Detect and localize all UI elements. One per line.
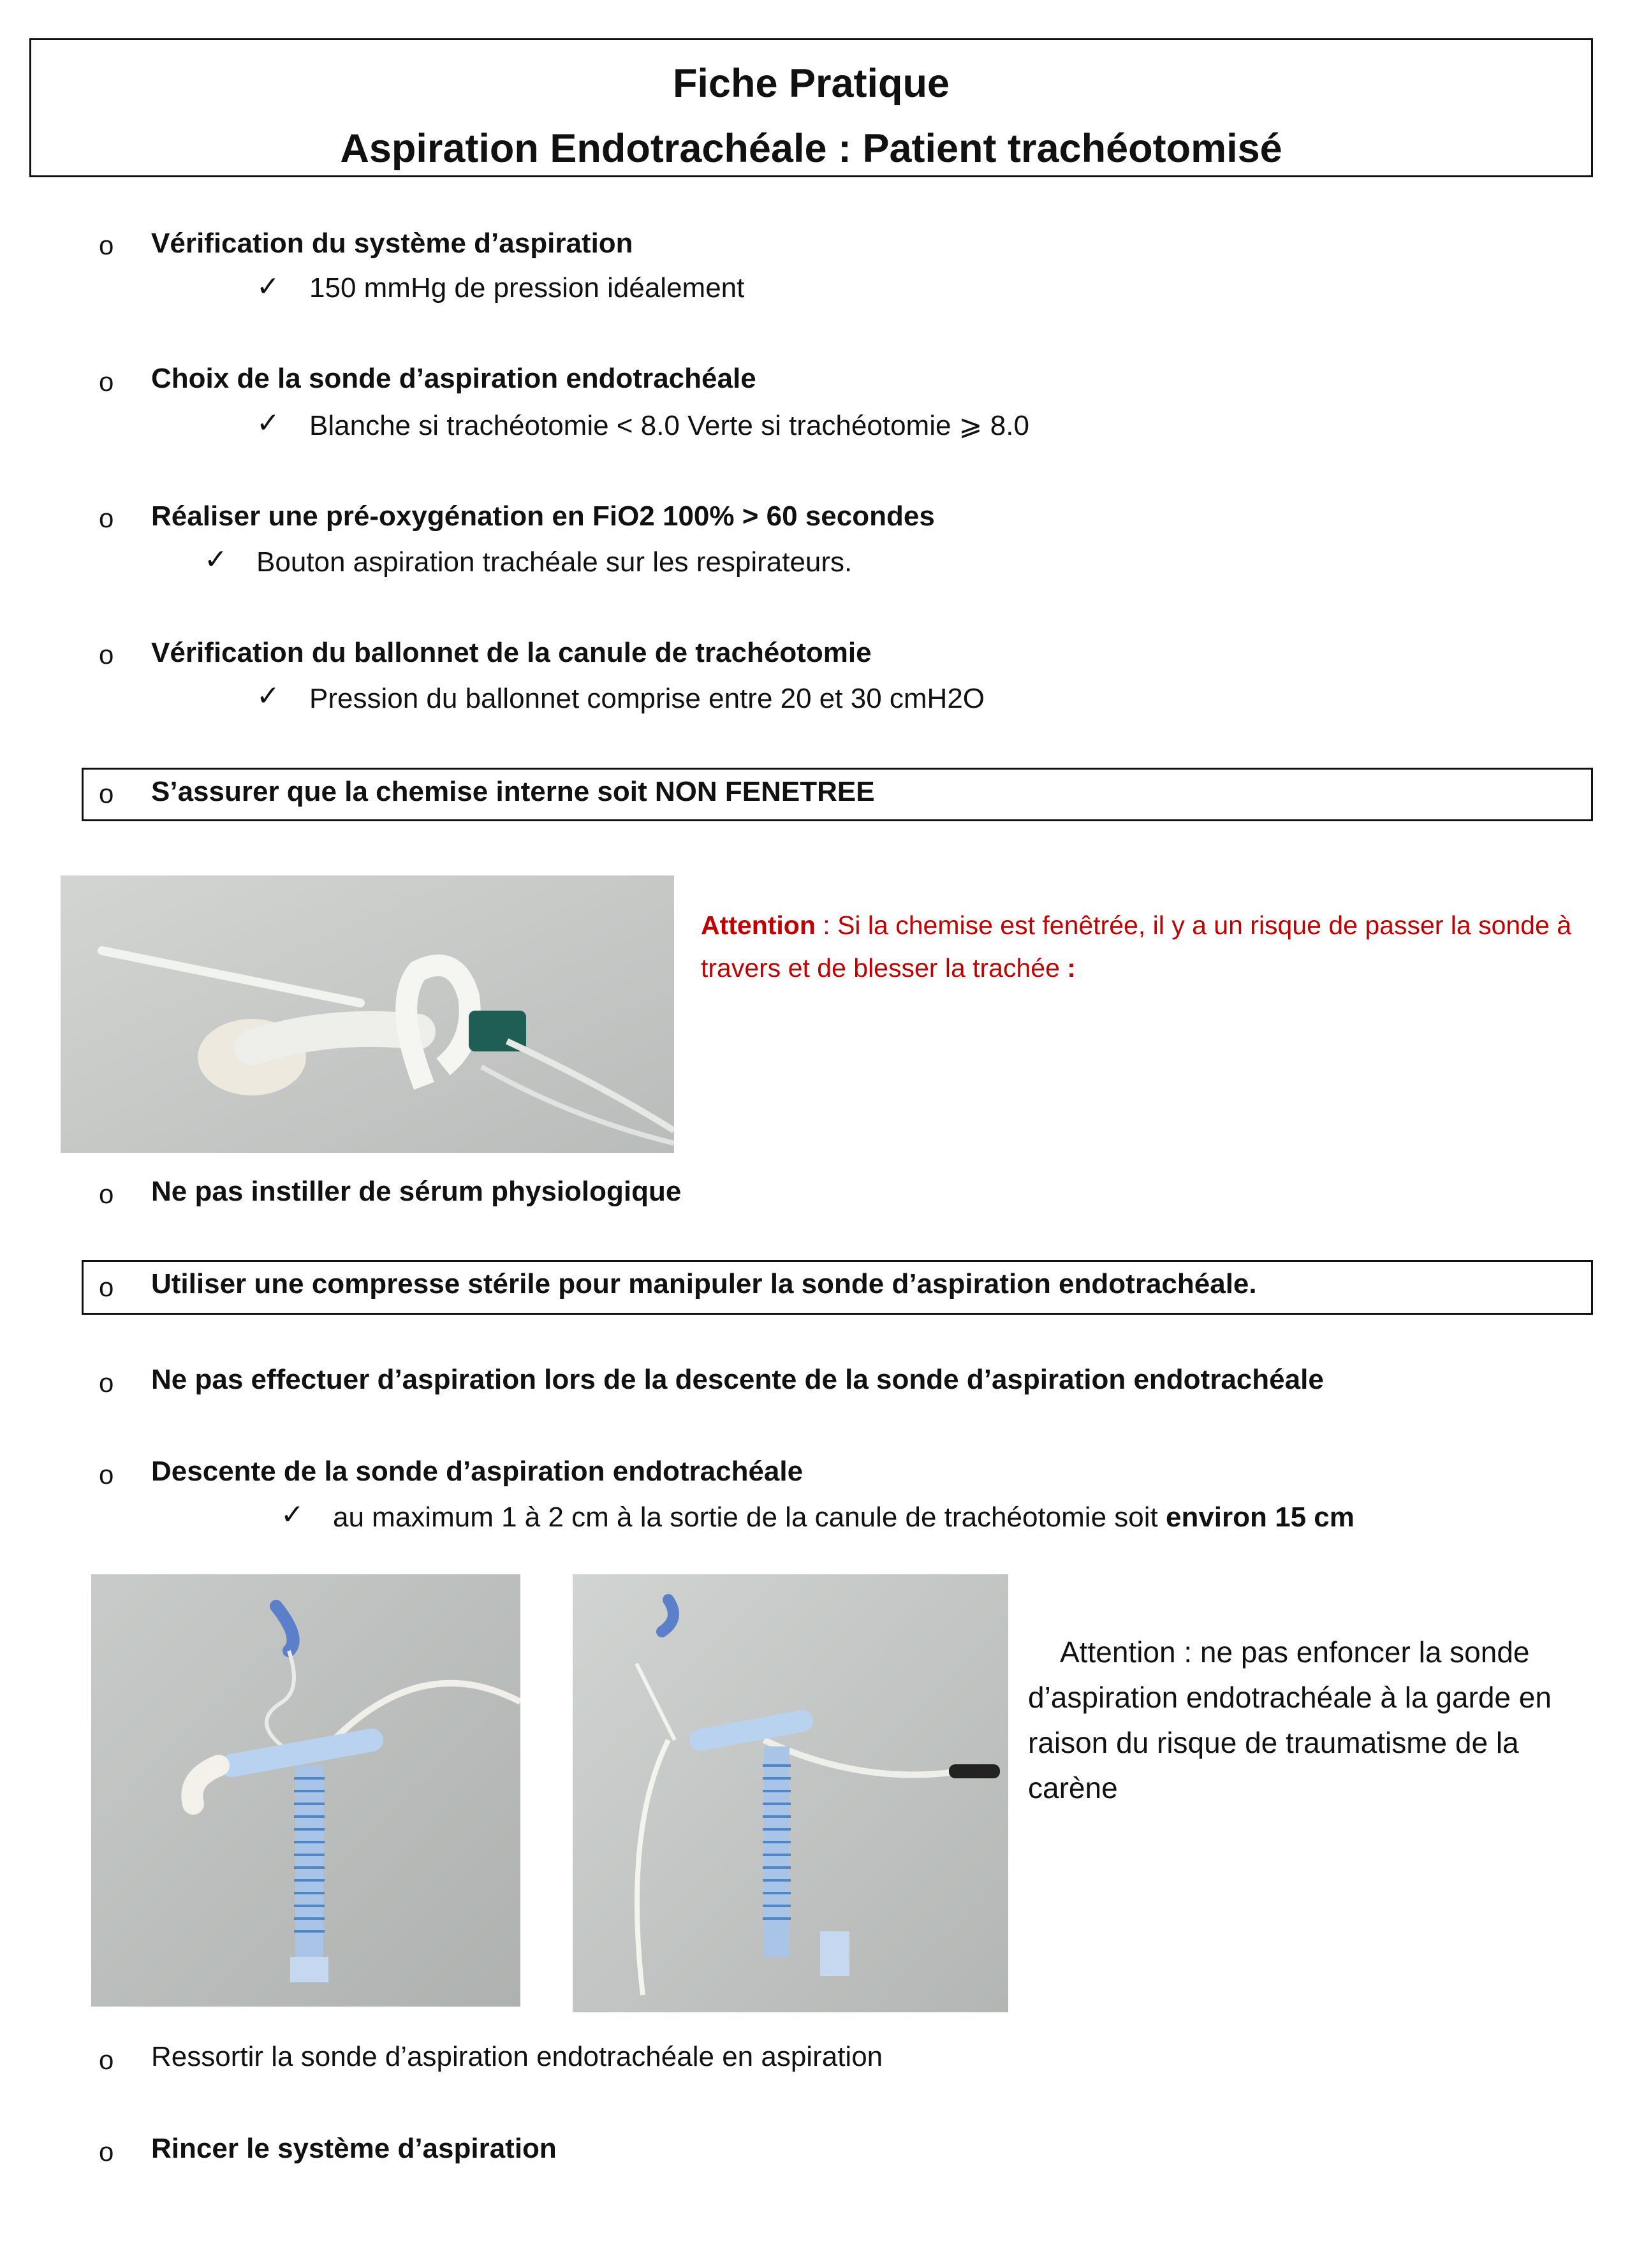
step-ne-pas-aspirer-descente: Ne pas effectuer d’aspiration lors de la descente de la sonde d’aspiration endotrachéale bbox=[151, 1364, 1324, 1395]
document-title: Fiche Pratique bbox=[672, 61, 950, 106]
bullet-marker: o bbox=[99, 367, 114, 397]
step-ressortir-sonde: Ressortir la sonde d’aspiration endotrachéale en aspiration bbox=[151, 2041, 883, 2072]
step-choix-sonde: Choix de la sonde d’aspiration endotrachéale bbox=[151, 363, 756, 394]
step-verification-ballonnet: Vérification du ballonnet de la canule de trachéotomie bbox=[151, 637, 872, 668]
catheter-illustration-2 bbox=[573, 1574, 1008, 2012]
warning-label: Attention bbox=[701, 911, 816, 940]
bullet-marker: o bbox=[99, 1179, 114, 1209]
title-box bbox=[29, 38, 1593, 177]
step-detail: Bouton aspiration trachéale sur les respirateurs. bbox=[256, 546, 853, 578]
step-pre-oxygenation: Réaliser une pré-oxygénation en FiO2 100% > 60 secondes bbox=[151, 501, 935, 532]
bullet-marker: o bbox=[99, 640, 114, 669]
check-icon: ✓ bbox=[204, 544, 228, 575]
warning-colon: : bbox=[1067, 953, 1076, 983]
bullet-marker: o bbox=[99, 779, 114, 808]
warning-fenestrated bbox=[701, 904, 1594, 990]
check-icon: ✓ bbox=[256, 407, 280, 439]
check-icon: ✓ bbox=[281, 1499, 304, 1530]
bullet-marker: o bbox=[99, 503, 114, 533]
warning-text: : Si la chemise est fenêtrée, il y a un risque de passer la sonde à travers et de blesser la trachée bbox=[701, 911, 1572, 983]
step-ne-pas-instiller: Ne pas instiller de sérum physiologique bbox=[151, 1176, 682, 1207]
check-icon: ✓ bbox=[256, 680, 280, 712]
bullet-marker: o bbox=[99, 2137, 114, 2167]
bullet-marker: o bbox=[99, 230, 114, 260]
photo-suction-catheter-2 bbox=[573, 1574, 1008, 2012]
cannula-illustration bbox=[61, 875, 674, 1153]
step-rincer-systeme: Rincer le système d’aspiration bbox=[151, 2133, 557, 2164]
bullet-marker: o bbox=[99, 1368, 114, 1398]
bullet-marker: o bbox=[99, 2045, 114, 2075]
bullet-marker: o bbox=[99, 1460, 114, 1489]
document-subtitle: Aspiration Endotrachéale : Patient trachéotomisé bbox=[340, 126, 1282, 171]
note-depth-warning: Attention : ne pas enfoncer la sonde d’aspiration endotrachéale à la garde en raison du risque de traumatisme de la carène bbox=[1028, 1635, 1552, 1804]
bullet-marker: o bbox=[99, 1272, 114, 1302]
detail-text: au maximum 1 à 2 cm à la sortie de la canule de trachéotomie soit bbox=[333, 1502, 1166, 1533]
photo-tracheostomy-cannula bbox=[61, 875, 674, 1153]
check-icon: ✓ bbox=[256, 271, 280, 302]
step-compresse-sterile: Utiliser une compresse stérile pour manipuler la sonde d’aspiration endotrachéale. bbox=[151, 1268, 1257, 1299]
step-descente-sonde: Descente de la sonde d’aspiration endotrachéale bbox=[151, 1456, 804, 1487]
step-detail: Blanche si trachéotomie < 8.0 Verte si trachéotomie ⩾ 8.0 bbox=[309, 410, 1029, 441]
step-detail: Pression du ballonnet comprise entre 20 et 30 cmH2O bbox=[309, 683, 985, 714]
step-verification-aspiration: Vérification du système d’aspiration bbox=[151, 228, 633, 259]
step-detail bbox=[333, 1501, 1355, 1534]
step-detail: 150 mmHg de pression idéalement bbox=[309, 272, 745, 304]
catheter-illustration-1 bbox=[91, 1574, 520, 2007]
detail-bold: environ 15 cm bbox=[1165, 1502, 1355, 1533]
photo-suction-catheter-1 bbox=[91, 1574, 520, 2007]
step-chemise-non-fenetree: S’assurer que la chemise interne soit NON FENETREE bbox=[151, 776, 875, 807]
